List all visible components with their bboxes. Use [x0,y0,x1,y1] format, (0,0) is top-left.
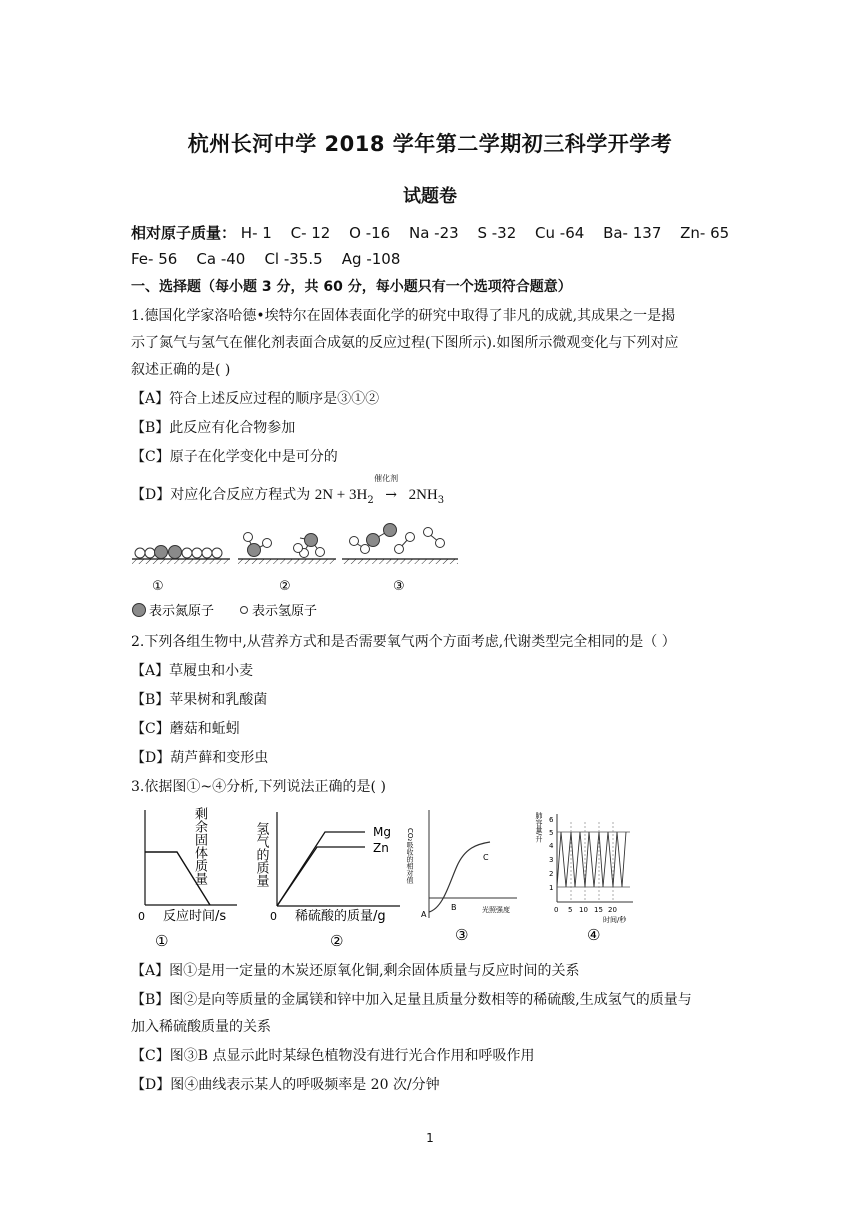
q2-option-a: 【A】草履虫和小麦 [131,663,254,679]
hydrogen-atom [436,539,445,548]
atomic-mass-item: Cl -35.5 [264,250,323,268]
graph-2-mg-line [277,832,365,906]
q2-option-c: 【C】蘑菇和蚯蚓 [131,721,240,737]
equation-subscript: 2 [367,494,374,506]
catalyst-surface [238,559,336,564]
q1-option-c: 【C】原子在化学变化中是可分的 [131,449,338,465]
graph-4-y-tick: 4 [549,842,554,850]
q3-option-c: 【C】图③B 点显示此时某绿色植物没有进行光合作用和呼吸作用 [131,1048,535,1064]
graph-3-point-c: C [483,853,489,862]
atomic-mass-label: 相对原子质量： [131,224,237,242]
atomic-mass-item: Ca -40 [196,250,246,268]
q3-option-b-line-2: 加入稀硫酸质量的关系 [131,1019,271,1035]
q3-option-a: 【A】图①是用一定量的木炭还原氧化铜,剩余固体质量与反应时间的关系 [131,963,580,979]
q1-panel-3 [342,524,458,565]
atomic-mass-item: Cu -64 [535,224,585,242]
nitrogen-atom [367,534,380,547]
atomic-mass-row-2 [131,249,414,268]
q2-stem: 2.下列各组生物中,从营养方式和是否需要氧气两个方面考虑,代谢类型完全相同的是（ ） [131,634,676,650]
legend-hydrogen-marker [241,607,248,614]
atomic-mass-item: Ba- 137 [603,224,662,242]
hydrogen-atom [350,537,359,546]
q2-option-d: 【D】葫芦藓和变形虫 [131,750,269,766]
graph-4-y-tick: 5 [549,829,554,837]
atomic-mass-item: Ag -108 [341,250,401,268]
graph-4-y-tick: 6 [549,816,554,824]
page-number: 1 [426,1131,434,1145]
graph-2-zn-label: Zn [373,841,389,855]
atomic-mass-item: Na -23 [408,224,459,242]
q1-panel-label: ② [279,579,291,594]
graph-2-zn-line [277,847,365,906]
hydrogen-atom [182,548,192,558]
q3-option-d: 【D】图④曲线表示某人的呼吸频率是 20 次/分钟 [131,1077,440,1093]
graph-4-y-tick: 2 [549,870,554,878]
equation-product: 2NH [408,487,438,503]
graph-4-x-tick: 10 [579,906,588,914]
q2-option-b: 【B】苹果树和乳酸菌 [131,692,268,708]
q3-figures [125,800,645,952]
graph-1-curve [145,852,210,905]
q1-figure [128,518,468,622]
q1-panel-2 [238,533,336,565]
atomic-mass-item: Fe- 56 [131,250,178,268]
hydrogen-atom [192,548,202,558]
graph-3-point-a: A [421,910,427,919]
graph-1 [129,807,237,950]
q1-panel-label: ③ [393,579,405,594]
graph-3-y-label: CO₂吸收的相对值 [406,828,414,884]
section-heading: 一、选择题（每小题 3 分，共 60 分，每小题只有一个选项符合题意） [131,279,572,295]
graph-3-number: ③ [455,926,469,944]
q1-option-a: 【A】符合上述反应过程的顺序是③①② [131,391,380,407]
q1-stem-line-2: 示了氮气与氢气在催化剂表面合成氨的反应过程(下图所示).如图所示微观变化与下列对应 [131,335,679,351]
graph-3-point-b: B [451,903,457,912]
graph-4-y-tick: 1 [549,884,554,892]
hydrogen-atom [145,548,155,558]
graph-3-curve [429,842,490,912]
graph-4-x-label: 时间/秒 [603,916,627,924]
hydrogen-atom [212,548,222,558]
graph-2-mg-label: Mg [373,825,391,839]
hydrogen-atom [294,544,303,553]
graph-2-origin: 0 [270,910,277,923]
atomic-mass-item: S -32 [477,224,517,242]
graph-1-number: ① [155,932,169,950]
q1-panel-1 [132,546,230,565]
graph-4-curve [557,832,626,887]
hydrogen-atom [135,548,145,558]
equation-arrow-glyph: → [385,487,397,503]
page-subtitle: 试题卷 [403,186,457,207]
hydrogen-atom [316,548,325,557]
graph-2 [254,812,401,950]
nitrogen-atom [169,546,182,559]
equation-product-subscript: 3 [437,494,445,506]
catalyst-surface [342,559,458,564]
equation-arrow [374,474,404,503]
graph-4-y-tick: 3 [549,856,554,864]
legend-nitrogen-label: 表示氮原子 [149,604,215,619]
hydrogen-atom [263,539,272,548]
graph-4-y-label: 肺容量/升 [535,812,543,843]
q1-option-d [131,474,445,506]
graph-4 [535,811,633,944]
q1-panel-label: ① [152,579,164,594]
equation-catalyst: 催化剂 [374,474,399,483]
hydrogen-atom [361,545,370,554]
page-title: 杭州长河中学 2018 学年第二学期初三科学开学考 [187,132,673,156]
atomic-mass-item: H- 1 [240,224,272,242]
nitrogen-atom [248,544,261,557]
graph-4-number: ④ [587,926,601,944]
nitrogen-atom [155,546,168,559]
atomic-mass-item: C- 12 [290,224,331,242]
nitrogen-atom [384,524,397,537]
atomic-mass-item: Zn- 65 [680,224,730,242]
hydrogen-atom [202,548,212,558]
legend-hydrogen-label: 表示氢原子 [252,604,318,619]
q3-option-b-line-1: 【B】图②是向等质量的金属镁和锌中加入足量且质量分数相等的稀硫酸,生成氢气的质量与 [131,992,692,1008]
hydrogen-atom [424,528,433,537]
catalyst-surface [132,559,230,564]
graph-3-x-label: 光照强度 [482,906,510,914]
hydrogen-atom [244,533,253,542]
graph-2-x-label: 稀硫酸的质量/g [295,909,386,924]
q1-stem-line-1: 1.德国化学家洛哈德•埃特尔在固体表面化学的研究中取得了非凡的成就,其成果之一是揭 [131,308,676,324]
graph-1-y-label-text: 剩余固体质量 [129,807,207,822]
graph-4-x-tick: 15 [594,906,603,914]
equation-reactants: 2N + 3H [314,487,368,503]
q1-option-b: 【B】此反应有化合物参加 [131,420,296,436]
hydrogen-atom [406,533,415,542]
hydrogen-atom [395,545,404,554]
nitrogen-atom [305,534,318,547]
graph-3 [406,810,517,944]
graph-2-number: ② [330,932,344,950]
q3-stem: 3.依据图①~④分析,下列说法正确的是( ) [131,779,386,795]
graph-4-x-tick: 20 [608,906,617,914]
graph-1-origin: 0 [138,910,145,923]
q1-stem-line-3: 叙述正确的是( ) [131,362,231,378]
graph-2-y-label: 氢气的质量 [253,822,269,887]
legend-nitrogen-marker [133,604,146,617]
atomic-mass-item: O -16 [349,224,391,242]
graph-4-x-tick: 0 [554,906,559,914]
q1-option-d-text: 【D】对应化合反应方程式为 [131,487,311,503]
graph-4-x-tick: 5 [568,906,573,914]
atomic-mass-row-1 [131,222,743,243]
graph-1-x-label: 反应时间/s [163,909,227,924]
graph-1-y-label [129,807,208,885]
